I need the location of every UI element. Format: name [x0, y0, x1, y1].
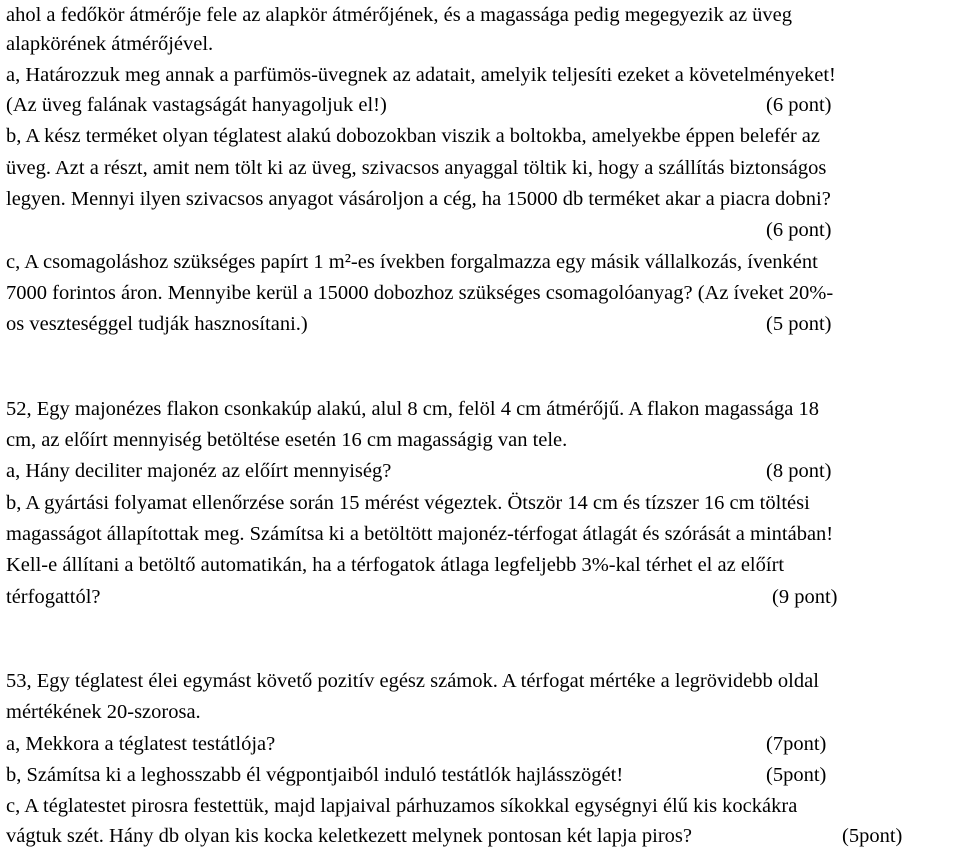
text-line: mértékének 20-szorosa. [6, 701, 201, 723]
task-a-line: a, Határozzuk meg annak a parfümös-üvegnek az adatait, amelyik teljesíti ezeket a követelményeket! [6, 64, 836, 86]
text-line: vágtuk szét. Hány db olyan kis kocka keletkezett melynek pontosan két lapja piros? [6, 825, 692, 847]
text-line: Kell-e állítani a betöltő automatikán, ha a térfogatok átlaga legfeljebb 3%-kal térhet el az előírt [6, 554, 785, 576]
points-label: (5pont) [842, 825, 903, 847]
text-line: os veszteséggel tudják hasznosítani.) [6, 313, 308, 335]
task-b-line: b, A gyártási folyamat ellenőrzése során 15 mérést végeztek. Ötször 14 cm és tízszer 16 cm töltési [6, 492, 810, 514]
text-line: magasságot állapítottak meg. Számítsa ki a betöltött majonéz-térfogat átlagát és szórását a mintában! [6, 523, 834, 545]
text-line: legyen. Mennyi ilyen szivacsos anyagot vásároljon a cég, ha 15000 db terméket akar a piacra dobni? [6, 188, 831, 210]
text-line: alapkörének átmérőjével. [6, 33, 214, 55]
task-c-line: c, A téglatestet pirosra festettük, majd lapjaival párhuzamos síkokkal egységnyi élű kis kockákra [6, 795, 798, 817]
text-line: cm, az előírt mennyiség betöltése esetén 16 cm magasságig van tele. [6, 429, 568, 451]
text-line: térfogattól? [6, 586, 101, 608]
task-a-line: a, Mekkora a téglatest testátlója? [6, 733, 276, 755]
problem-53-line: 53, Egy téglatest élei egymást követő pozitív egész számok. A térfogat mértéke a legrövidebb oldal [6, 670, 819, 692]
points-label: (5 pont) [766, 313, 832, 335]
text-line: 7000 forintos áron. Mennyibe kerül a 15000 dobozhoz szükséges csomagolóanyag? (Az íveket 20%- [6, 282, 834, 304]
task-b-line: b, A kész terméket olyan téglatest alakú dobozokban viszik a boltokba, amelyekbe éppen belefér az [6, 125, 821, 147]
task-b-line: b, Számítsa ki a leghosszabb él végpontjaiból induló testátlók hajlásszögét! [6, 764, 624, 786]
task-a-line: a, Hány deciliter majonéz az előírt mennyiség? [6, 460, 392, 482]
points-label: (9 pont) [772, 586, 838, 608]
text-line: üveg. Azt a részt, amit nem tölt ki az üveg, szivacsos anyaggal töltik ki, hogy a szállítás biztonságos [6, 157, 827, 179]
points-label: (8 pont) [766, 460, 832, 482]
points-label: (5pont) [766, 764, 827, 786]
points-label: (6 pont) [766, 219, 832, 241]
points-label: (7pont) [766, 733, 827, 755]
text-line: ahol a fedőkör átmérője fele az alapkör átmérőjének, és a magassága pedig megegyezik az üveg [6, 4, 793, 26]
text-line: (Az üveg falának vastagságát hanyagoljuk el!) [6, 94, 387, 116]
points-label: (6 pont) [766, 94, 832, 116]
problem-52-line: 52, Egy majonézes flakon csonkakúp alakú, alul 8 cm, felöl 4 cm átmérőjű. A flakon magassága 18 [6, 398, 819, 420]
task-c-line: c, A csomagoláshoz szükséges papírt 1 m²-es ívekben forgalmazza egy másik vállalkozás, ívenként [6, 251, 818, 273]
